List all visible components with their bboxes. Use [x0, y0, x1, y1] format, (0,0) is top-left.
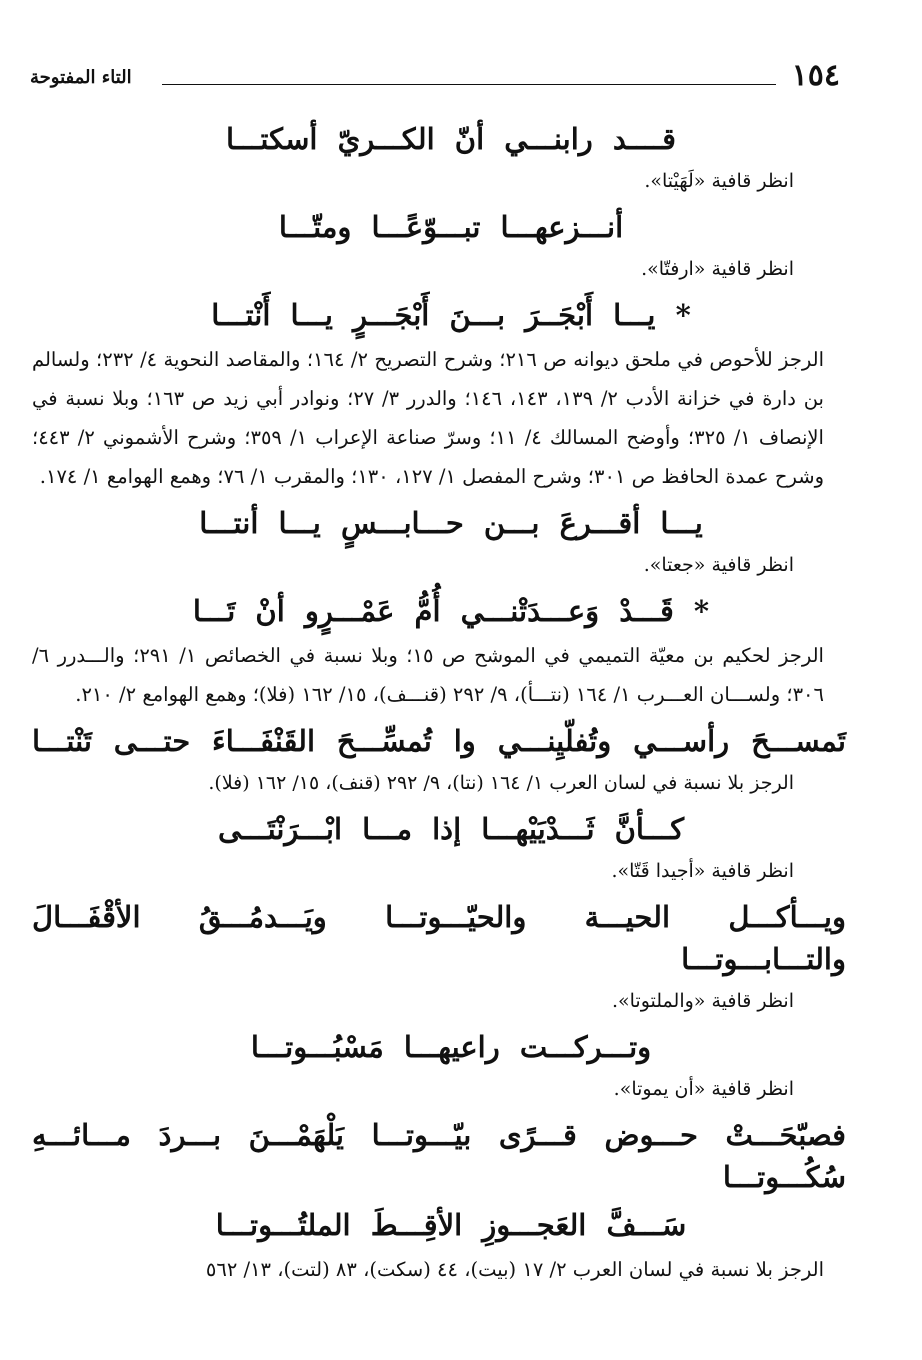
- citation-paragraph: الرجز بلا نسبة في لسان العرب ٢/ ١٧ (بيت)، ٤٤ (سكت)، ٨٣ (لتت)، ١٣/ ٥٦٢: [205, 1258, 824, 1281]
- verse-line: * قَـــدْ وَعـــدَتْنـــي أُمُّ عَمْـــرٍو أنْ تَـــا: [192, 594, 710, 628]
- verse-line: وتـــركـــت راعيهـــا مَسْبُـــوتـــا: [250, 1030, 652, 1064]
- verse-line: * يـــا أَبْجَــرَ بـــنَ أَبْجَـــرٍ يـــا أَنْتـــا: [211, 298, 691, 332]
- page-number: ١٥٤: [791, 58, 840, 93]
- cross-reference-note: انظر قافية «ارفتّا».: [641, 258, 794, 280]
- citation-paragraph: الرجز للأحوص في ملحق ديوانه ص ٢١٦؛ وشرح التصريح ٢/ ١٦٤؛ والمقاصد النحوية ٤/ ٢٣٢؛ ولسالم بن دارة في خزانة الأدب ٢/ ١٣٩، ١٤٣، ١٤٦؛ والدرر ٣/ ٢٧؛ ونوادر أبي زيد ص ١٦٣؛ وبلا نسبة في الإنصاف ١/ ٣٢٥؛ وأوضح المسالك ٤/ ١١؛ وسرّ صناعة الإعراب ١/ ٣٥٩؛ وشرح الأشموني ٢/ ٤٤٣؛ وشرح عمدة الحافظ ص ٣٠١؛ وشرح المفصل ١/ ١٢٧، ١٣٠؛ والمقرب ١/ ٧٦؛ وهمع الهوامع ١/ ١٧٤.: [32, 348, 824, 488]
- running-title: التاء المفتوحة: [30, 67, 132, 88]
- cross-reference-note: انظر قافية «أن يموتا».: [613, 1078, 794, 1100]
- cross-reference-note: انظر قافية «جعتا».: [643, 554, 794, 576]
- verse-line: كـــأنَّ ثَـــدْيَيْهـــا إذا مـــا ابْـــرَنْتَـــى: [217, 812, 685, 846]
- citation-paragraph: الرجز لحكيم بن معيّة التميمي في الموشح ص ١٥؛ وبلا نسبة في الخصائص ١/ ٢٩١؛ والـــدرر ٦/ ٣٠٦؛ ولســـان العـــرب ١/ ١٦٤ (نتـــأ)، ٩/ ٢٩٢ (قنـــف)، ١٥/ ١٦٢ (فلا)؛ وهمع الهوامع ٢/ ٢١٠.: [32, 644, 824, 706]
- citation-note: الرجز بلا نسبة في لسان العرب ١/ ١٦٤ (نتا)، ٩/ ٢٩٢ (قنف)، ١٥/ ١٦٢ (فلا).: [208, 772, 794, 794]
- verse-line-two-hemistich: تَمســـحَ رأســـي وتُفلّيِنـــي وا تُمسِّـــحَ القَنْفَـــاءَ حتـــى تَنْتـــا: [32, 724, 846, 758]
- cross-reference-note: انظر قافية «والملتوتا».: [611, 990, 794, 1012]
- page-body: [32, 112, 846, 1291]
- cross-reference-note: انظر قافية «أجيدا قَتّا».: [611, 860, 794, 882]
- header-rule: [162, 84, 776, 85]
- verse-line-two-hemistich: ويـــأكـــل الحيـــة والحيّـــوتـــا ويَـــدمُـــقُ الأقْفَـــالَ والتـــابـــوتـــا: [32, 900, 846, 976]
- page-header: [30, 58, 840, 98]
- verse-line-two-hemistich: فصبّحَـــتْ حـــوض قـــرًى بيّـــوتـــا يَلْهَمْـــنَ بـــردَ مـــائـــهِ سُكُـــوتـــا: [32, 1118, 846, 1194]
- cross-reference-note: انظر قافية «لَهَيْتا».: [644, 170, 794, 192]
- verse-line: قــــد رابنـــي أنّ الكـــريّ أسكتـــا: [226, 122, 676, 156]
- verse-line: سَـــفَّ العَجـــوزِ الأقِـــطَ الملتُـــوتـــا: [215, 1208, 687, 1242]
- verse-line: يـــا أقـــرعَ بـــن حـــابـــسٍ يـــا أنتـــا: [199, 506, 703, 540]
- verse-line: أنـــزعهـــا تبـــوّعًـــا ومتّـــا: [278, 210, 624, 244]
